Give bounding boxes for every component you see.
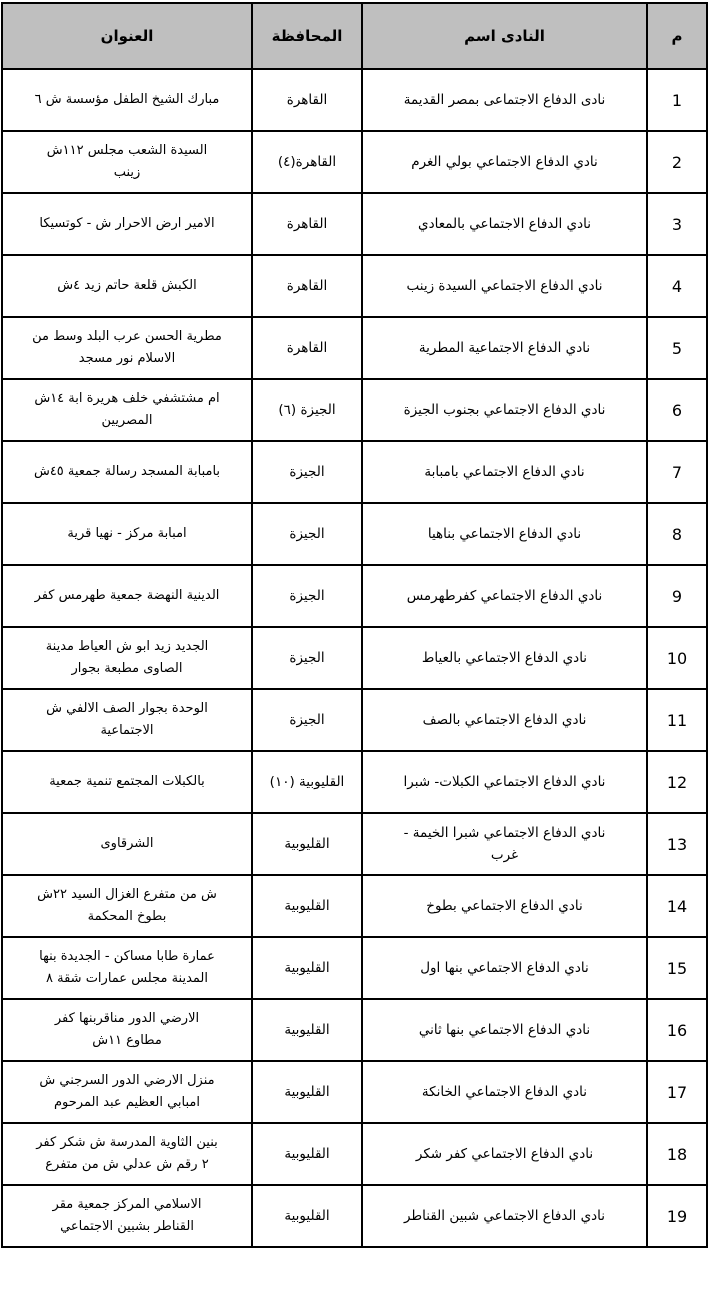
- cell-address: ٤ش ‎زيد ‎حاتم ‎قلعة ‎الكبش: [2, 255, 252, 317]
- cell-number: 9: [647, 565, 707, 627]
- cell-address: مدينة ‎العياط ‎ش ‎ابو ‎زيد ‎الجديد بجوار ‎مطبعة ‎الصاوى: [2, 627, 252, 689]
- cell-governorate: القليوبية: [252, 813, 362, 875]
- cell-address: قرية ‎نهيا ‎- ‎مركز ‎امبابة: [2, 503, 252, 565]
- cell-club-name: نادي الدفاع الاجتماعي كفرطهرمس: [362, 565, 647, 627]
- cell-address: مقر ‎جمعية ‎المركز ‎الاسلامي الاجتماعي ‎بشبين ‎القناطر: [2, 1185, 252, 1247]
- column-header-governorate: [252, 3, 362, 69]
- table-row: [2, 937, 707, 999]
- table-row: [2, 751, 707, 813]
- cell-number: 3: [647, 193, 707, 255]
- cell-governorate: القاهرة: [252, 193, 362, 255]
- cell-number: 18: [647, 1123, 707, 1185]
- cell-club-name: نادي الدفاع الاجتماعي الخانكة: [362, 1061, 647, 1123]
- cell-address: ٢٢ش ‎السيد ‎الغزال ‎متفرع ‎من ‎ش المحكمة ‎بطوخ: [2, 875, 252, 937]
- cell-governorate: القليوبية: [252, 1061, 362, 1123]
- cell-club-name: نادي الدفاع الاجتماعي بالصف: [362, 689, 647, 751]
- cell-club-name: نادي الدفاع الاجتماعي الكبلات- شبرا: [362, 751, 647, 813]
- cell-governorate: القاهرة: [252, 317, 362, 379]
- table-header-row: [2, 3, 707, 69]
- table-row: [2, 441, 707, 503]
- cell-governorate: الجيزة: [252, 503, 362, 565]
- cell-number: 15: [647, 937, 707, 999]
- column-header-governorate-label: المحافظة: [271, 27, 343, 45]
- column-header-club-name-label: اسم ‎النادى: [464, 27, 545, 45]
- cell-governorate: القليوبية: [252, 937, 362, 999]
- cell-number: 5: [647, 317, 707, 379]
- cell-number: 4: [647, 255, 707, 317]
- cell-club-name: نادي الدفاع الاجتماعي شبرا الخيمة - غرب: [362, 813, 647, 875]
- table-row: [2, 193, 707, 255]
- table-row: [2, 379, 707, 441]
- cell-club-name: نادي الدفاع الاجتماعي شبين القناطر: [362, 1185, 647, 1247]
- cell-club-name: نادى الدفاع الاجتماعى بمصر القديمة: [362, 69, 647, 131]
- cell-governorate: القاهرة: [252, 255, 362, 317]
- cell-address: ٤٥ش ‎جمعية ‎رسالة ‎المسجد ‎بامبابة: [2, 441, 252, 503]
- cell-address: بنها ‎الجديدة ‎- ‎مساكن ‎طابا ‎عمارة ٨ ‎شقة ‎عمارات ‎مجلس ‎المدينة: [2, 937, 252, 999]
- cell-club-name: نادي الدفاع الاجتماعي بناهيا: [362, 503, 647, 565]
- cell-number: 10: [647, 627, 707, 689]
- cell-club-name: نادي الدفاع الاجتماعي بامبابة: [362, 441, 647, 503]
- table-row: [2, 999, 707, 1061]
- cell-club-name: نادي الدفاع الاجتماعية المطرية: [362, 317, 647, 379]
- cell-address: ١٤ش ‎ابة ‎هريرة ‎خلف ‎مشتشفي ‎ام المصريين: [2, 379, 252, 441]
- cell-governorate: الجيزة: [252, 441, 362, 503]
- table-row: [2, 1061, 707, 1123]
- cell-number: 17: [647, 1061, 707, 1123]
- table-row: [2, 131, 707, 193]
- table-row: [2, 1123, 707, 1185]
- cell-club-name: نادي الدفاع الاجتماعي كفر شكر: [362, 1123, 647, 1185]
- clubs-table: [1, 2, 708, 1248]
- table-row: [2, 503, 707, 565]
- cell-address: كفر ‎طهرمس ‎جمعية ‎النهضة ‎الدينية: [2, 565, 252, 627]
- table-row: [2, 69, 707, 131]
- cell-club-name: نادي الدفاع الاجتماعي بجنوب الجيزة: [362, 379, 647, 441]
- cell-governorate: القاهرة(٤): [252, 131, 362, 193]
- cell-governorate: القليوبية: [252, 999, 362, 1061]
- table-row: [2, 875, 707, 937]
- cell-club-name: نادي الدفاع الاجتماعي بنها ثاني: [362, 999, 647, 1061]
- table-row: [2, 1185, 707, 1247]
- cell-club-name: نادي الدفاع الاجتماعي بالمعادي: [362, 193, 647, 255]
- column-header-number: [647, 3, 707, 69]
- cell-governorate: الجيزة: [252, 689, 362, 751]
- column-header-address: [2, 3, 252, 69]
- cell-address: ١١٢ش ‎مجلس ‎الشعب ‎السيدة زينب: [2, 131, 252, 193]
- cell-address: كفر ‎شكر ‎ش ‎المدرسة ‎الثاوية ‎بنين متفرع ‎من ‎ش ‎عدلي ‎ش ‎رقم ‎٢: [2, 1123, 252, 1185]
- cell-governorate: القليوبية: [252, 1185, 362, 1247]
- column-header-address-label: العنوان: [100, 27, 154, 45]
- cell-number: 14: [647, 875, 707, 937]
- cell-number: 7: [647, 441, 707, 503]
- cell-governorate: القليوبية (١٠): [252, 751, 362, 813]
- cell-governorate: القاهرة: [252, 69, 362, 131]
- cell-address: كفر ‎مناقربنها ‎الدور ‎الارضي ١١ش ‎مطاوع: [2, 999, 252, 1061]
- cell-governorate: القليوبية: [252, 875, 362, 937]
- cell-address: الشرقاوى: [2, 813, 252, 875]
- cell-number: 12: [647, 751, 707, 813]
- cell-club-name: نادي الدفاع الاجتماعي بالعياط: [362, 627, 647, 689]
- table-row: [2, 317, 707, 379]
- cell-number: 8: [647, 503, 707, 565]
- table-row: [2, 255, 707, 317]
- cell-number: 13: [647, 813, 707, 875]
- cell-address: ش ‎السرجني ‎الدور ‎الارضي ‎منزل المرحوم ‎عبد ‎العظيم ‎امبابي: [2, 1061, 252, 1123]
- cell-club-name: نادي الدفاع الاجتماعي بولي الغرم: [362, 131, 647, 193]
- cell-club-name: نادي الدفاع الاجتماعي بنها اول: [362, 937, 647, 999]
- column-header-number-label: م: [671, 27, 683, 45]
- cell-address: ٦ ‎ش ‎مؤسسة ‎الطفل ‎الشيخ ‎مبارك: [2, 69, 252, 131]
- cell-number: 1: [647, 69, 707, 131]
- cell-number: 19: [647, 1185, 707, 1247]
- cell-governorate: الجيزة: [252, 627, 362, 689]
- cell-address: جمعية ‎تنمية ‎المجتمع ‎بالكبلات: [2, 751, 252, 813]
- cell-governorate: الجيزة: [252, 565, 362, 627]
- table-body: [2, 69, 707, 1247]
- cell-governorate: الجيزة (٦): [252, 379, 362, 441]
- table-row: [2, 813, 707, 875]
- table-row: [2, 565, 707, 627]
- cell-address: ش ‎الالفي ‎الصف ‎بجوار ‎الوحدة الاجتماعية: [2, 689, 252, 751]
- table-row: [2, 689, 707, 751]
- cell-governorate: القليوبية: [252, 1123, 362, 1185]
- cell-number: 2: [647, 131, 707, 193]
- column-header-club-name: [362, 3, 647, 69]
- cell-address: كوتسيكا ‎- ‎ش ‎الاحرار ‎ارض ‎الامير: [2, 193, 252, 255]
- cell-number: 16: [647, 999, 707, 1061]
- cell-address: من ‎وسط ‎البلد ‎عرب ‎الحسن ‎مطرية مسجد ‎نور ‎الاسلام: [2, 317, 252, 379]
- cell-club-name: نادي الدفاع الاجتماعي السيدة زينب: [362, 255, 647, 317]
- cell-club-name: نادي الدفاع الاجتماعي بطوخ: [362, 875, 647, 937]
- cell-number: 11: [647, 689, 707, 751]
- table-row: [2, 627, 707, 689]
- cell-number: 6: [647, 379, 707, 441]
